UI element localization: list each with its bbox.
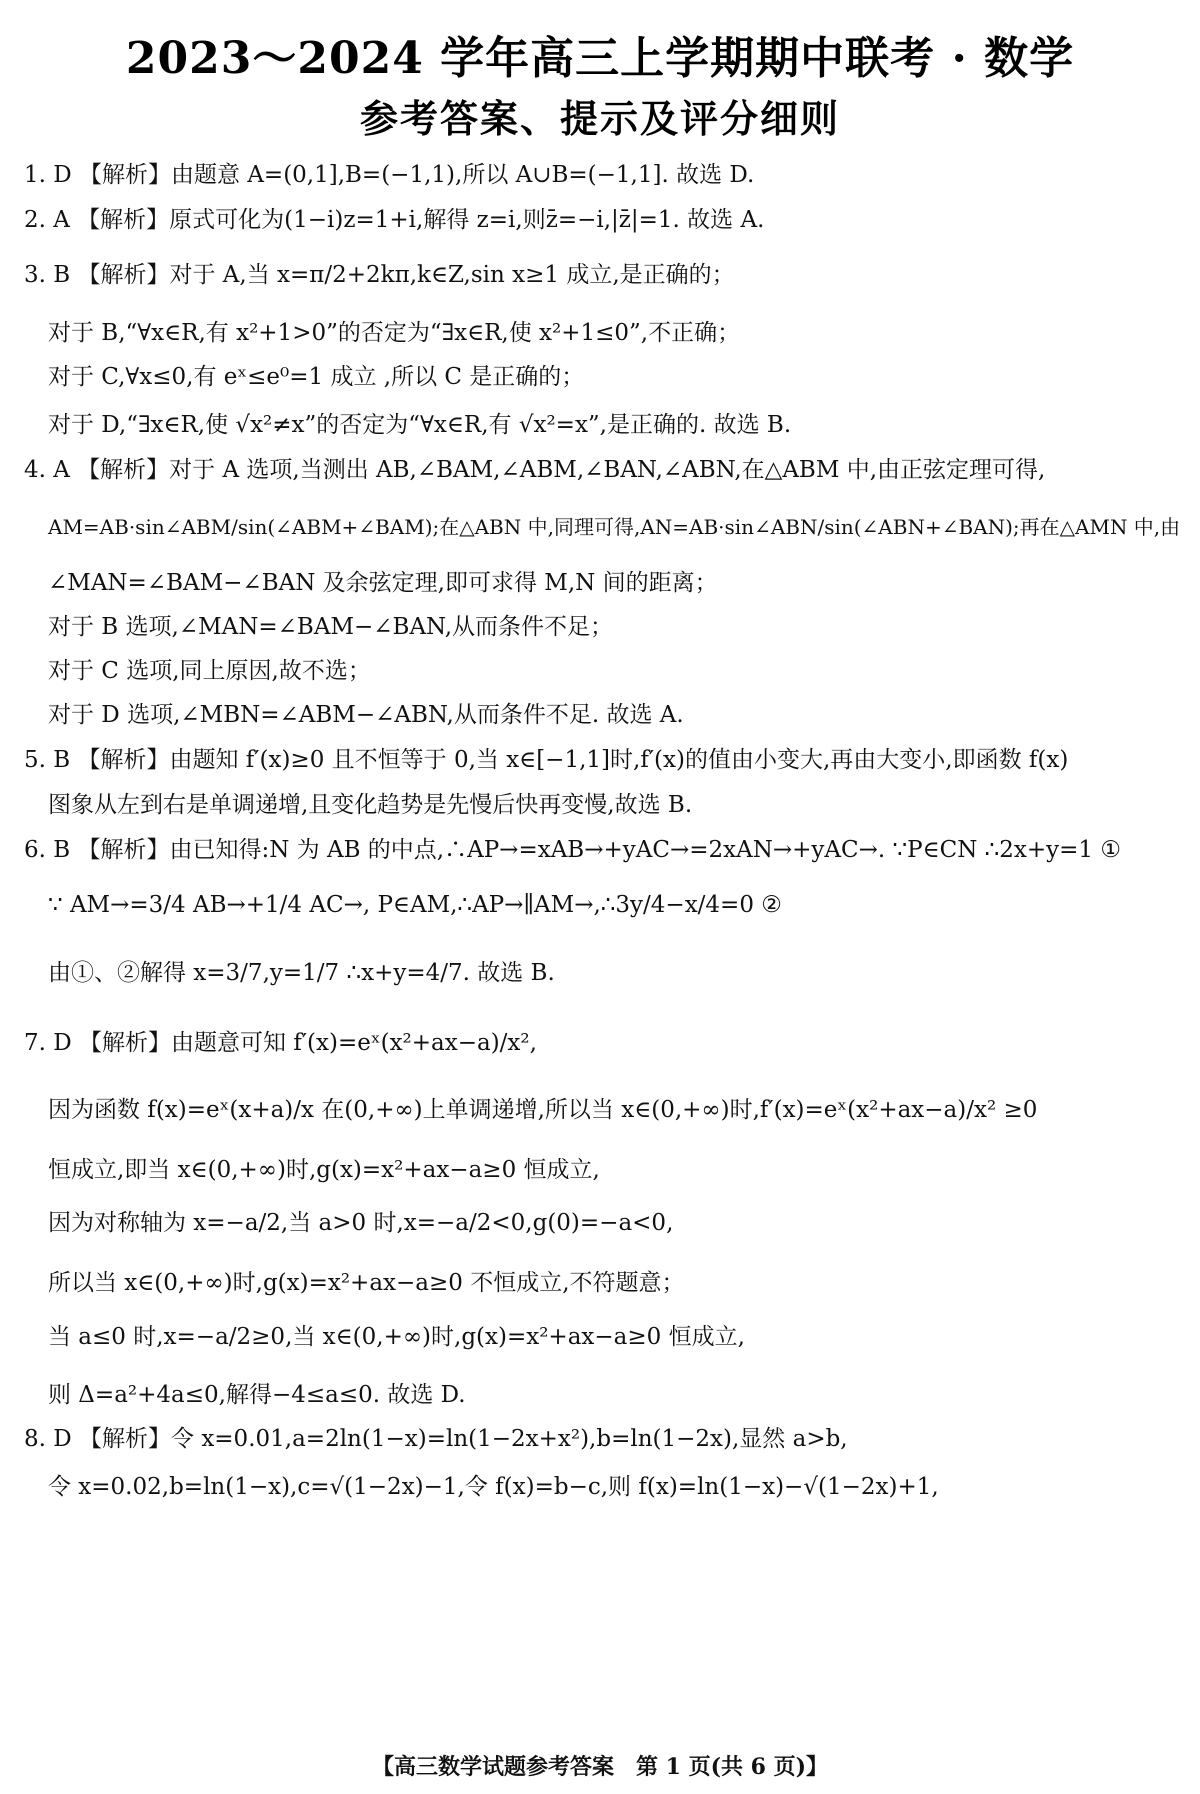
- answer-line: 因为函数 f(x)=eˣ(x+a)/x 在(0,+∞)上单调递增,所以当 x∈(0,+∞)时,f′(x)=eˣ(x²+ax−a)/x² ≥0: [48, 1097, 1038, 1123]
- answer-line: 对于 C,∀x≤0,有 eˣ≤e⁰=1 成立 ,所以 C 是正确的；: [48, 364, 585, 390]
- answer-line: 2. A 【解析】原式可化为(1−i)z=1+i,解得 z=i,则z̄=−i,|z̄|=1. 故选 A.: [24, 207, 765, 233]
- answer-line: 对于 D,“∃x∈R,使 √x²≠x”的否定为“∀x∈R,有 √x²=x”,是正确的. 故选 B.: [48, 412, 792, 438]
- answer-line: 则 Δ=a²+4a≤0,解得−4≤a≤0. 故选 D.: [48, 1382, 466, 1408]
- answer-line: 8. D 【解析】令 x=0.01,a=2ln(1−x)=ln(1−2x+x²),b=ln(1−2x),显然 a>b,: [24, 1426, 848, 1452]
- answer-line: 4. A 【解析】对于 A 选项,当测出 AB,∠BAM,∠ABM,∠BAN,∠ABN,在△ABM 中,由正弦定理可得,: [24, 457, 1046, 483]
- page-subtitle: 参考答案、提示及评分细则: [359, 96, 840, 141]
- answer-line: 因为对称轴为 x=−a/2,当 a>0 时,x=−a/2<0,g(0)=−a<0,: [48, 1210, 674, 1236]
- answer-line: 3. B 【解析】对于 A,当 x=π/2+2kπ,k∈Z,sin x≥1 成立,是正确的；: [24, 262, 735, 288]
- answer-line: 对于 D 选项,∠MBN=∠ABM−∠ABN,从而条件不足. 故选 A.: [48, 702, 684, 728]
- answer-line: ∠MAN=∠BAM−∠BAN 及余弦定理,即可求得 M,N 间的距离；: [48, 570, 718, 596]
- answer-line: 当 a≤0 时,x=−a/2≥0,当 x∈(0,+∞)时,g(x)=x²+ax−a≥0 恒成立,: [48, 1324, 745, 1350]
- answer-line: 对于 B,“∀x∈R,有 x²+1>0”的否定为“∃x∈R,使 x²+1≤0”,不正确；: [48, 320, 741, 346]
- answer-line: ∵ AM→=3/4 AB→+1/4 AC→, P∈AM,∴AP→∥AM→,∴3y/4−x/4=0 ②: [48, 892, 782, 918]
- answer-line: 6. B 【解析】由已知得:N 为 AB 的中点,∴AP→=xAB→+yAC→=2xAN→+yAC→. ∵P∈CN ∴2x+y=1 ①: [24, 837, 1121, 863]
- answer-line: 所以当 x∈(0,+∞)时,g(x)=x²+ax−a≥0 不恒成立,不符题意；: [48, 1270, 685, 1296]
- page-title: 2023～2024 学年高三上学期期中联考 · 数学: [125, 33, 1075, 84]
- answer-line: 对于 C 选项,同上原因,故不选；: [48, 658, 371, 684]
- answer-line: AM=AB·sin∠ABM/sin(∠ABM+∠BAM);在△ABN 中,同理可得,AN=AB·sin∠ABN/sin(∠ABN+∠BAN);再在△AMN 中,由: [48, 515, 1181, 539]
- answer-line: 由①、②解得 x=3/7,y=1/7 ∴x+y=4/7. 故选 B.: [48, 960, 555, 986]
- answer-line: 令 x=0.02,b=ln(1−x),c=√(1−2x)−1,令 f(x)=b−c,则 f(x)=ln(1−x)−√(1−2x)+1,: [48, 1474, 939, 1500]
- answer-line: 恒成立,即当 x∈(0,+∞)时,g(x)=x²+ax−a≥0 恒成立,: [48, 1157, 600, 1183]
- answer-line: 7. D 【解析】由题意可知 f′(x)=eˣ(x²+ax−a)/x²,: [24, 1030, 537, 1056]
- page-footer: 【高三数学试题参考答案 第 1 页(共 6 页)】: [371, 1754, 829, 1780]
- answer-line: 对于 B 选项,∠MAN=∠BAM−∠BAN,从而条件不足；: [48, 614, 614, 640]
- answer-line: 图象从左到右是单调递增,且变化趋势是先慢后快再变慢,故选 B.: [48, 792, 693, 818]
- answer-line: 5. B 【解析】由题知 f′(x)≥0 且不恒等于 0,当 x∈[−1,1]时,f′(x)的值由小变大,再由大变小,即函数 f(x): [24, 747, 1069, 773]
- answer-line: 1. D 【解析】由题意 A=(0,1],B=(−1,1),所以 A∪B=(−1,1]. 故选 D.: [24, 162, 755, 188]
